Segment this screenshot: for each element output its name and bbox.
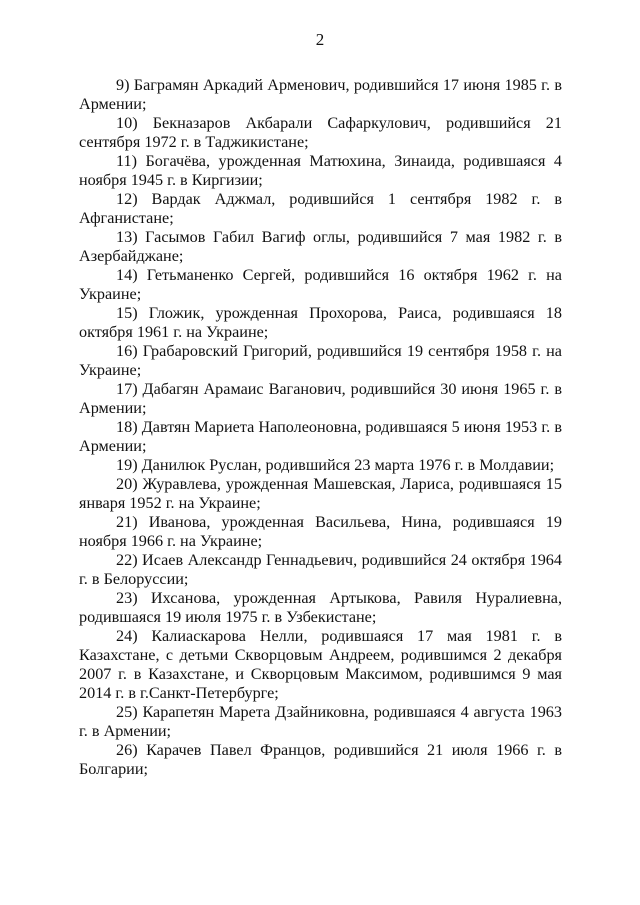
list-item: 12) Вардак Аджмал, родившийся 1 сентября 1982 г. в Афганистане; xyxy=(79,190,562,227)
list-item: 9) Баграмян Аркадий Арменович, родившийся 17 июня 1985 г. в Армении; xyxy=(79,76,562,113)
list-item: 23) Ихсанова, урожденная Артыкова, Равиля Нуралиевна, родившаяся 19 июля 1975 г. в Узбекистане; xyxy=(79,589,562,626)
list-item: 26) Карачев Павел Францов, родившийся 21 июля 1966 г. в Болгарии; xyxy=(79,741,562,778)
list-item: 19) Данилюк Руслан, родившийся 23 марта 1976 г. в Молдавии; xyxy=(116,456,555,474)
list-item: 24) Калиаскарова Нелли, родившаяся 17 мая 1981 г. в Казахстане, с детьми Скворцовым Андреем, родившимся 2 декабря 2007 г. в Казахстане, и Скворцовым Максимом, родившимся 9 мая 2014 г. в г.Санкт-Петербурге; xyxy=(79,627,562,702)
list-item: 14) Гетьманенко Сергей, родившийся 16 октября 1962 г. на Украине; xyxy=(79,266,562,303)
list-item: 16) Грабаровский Григорий, родившийся 19 сентября 1958 г. на Украине; xyxy=(79,342,562,379)
list-item: 20) Журавлева, урожденная Машевская, Лариса, родившаяся 15 января 1952 г. на Украине; xyxy=(79,475,562,512)
list-item: 25) Карапетян Марета Дзайниковна, родившаяся 4 августа 1963 г. в Армении; xyxy=(79,703,562,740)
list-item: 10) Бекназаров Акбарали Сафаркулович, родившийся 21 сентября 1972 г. в Таджикистане; xyxy=(79,114,562,151)
list-item: 13) Гасымов Габил Вагиф оглы, родившийся 7 мая 1982 г. в Азербайджане; xyxy=(79,228,562,265)
page-number: 2 xyxy=(315,30,325,49)
entries-list xyxy=(79,76,562,779)
list-item: 21) Иванова, урожденная Васильева, Нина, родившаяся 19 ноября 1966 г. на Украине; xyxy=(79,513,562,550)
list-item: 18) Давтян Мариета Наполеоновна, родившаяся 5 июня 1953 г. в Армении; xyxy=(79,418,562,455)
list-item: 15) Гложик, урожденная Прохорова, Раиса, родившаяся 18 октября 1961 г. на Украине; xyxy=(79,304,562,341)
list-item: 11) Богачёва, урожденная Матюхина, Зинаида, родившаяся 4 ноября 1945 г. в Киргизии; xyxy=(79,152,562,189)
list-item: 22) Исаев Александр Геннадьевич, родившийся 24 октября 1964 г. в Белоруссии; xyxy=(79,551,562,588)
list-item: 17) Дабагян Арамаис Ваганович, родившийся 30 июня 1965 г. в Армении; xyxy=(79,380,562,417)
